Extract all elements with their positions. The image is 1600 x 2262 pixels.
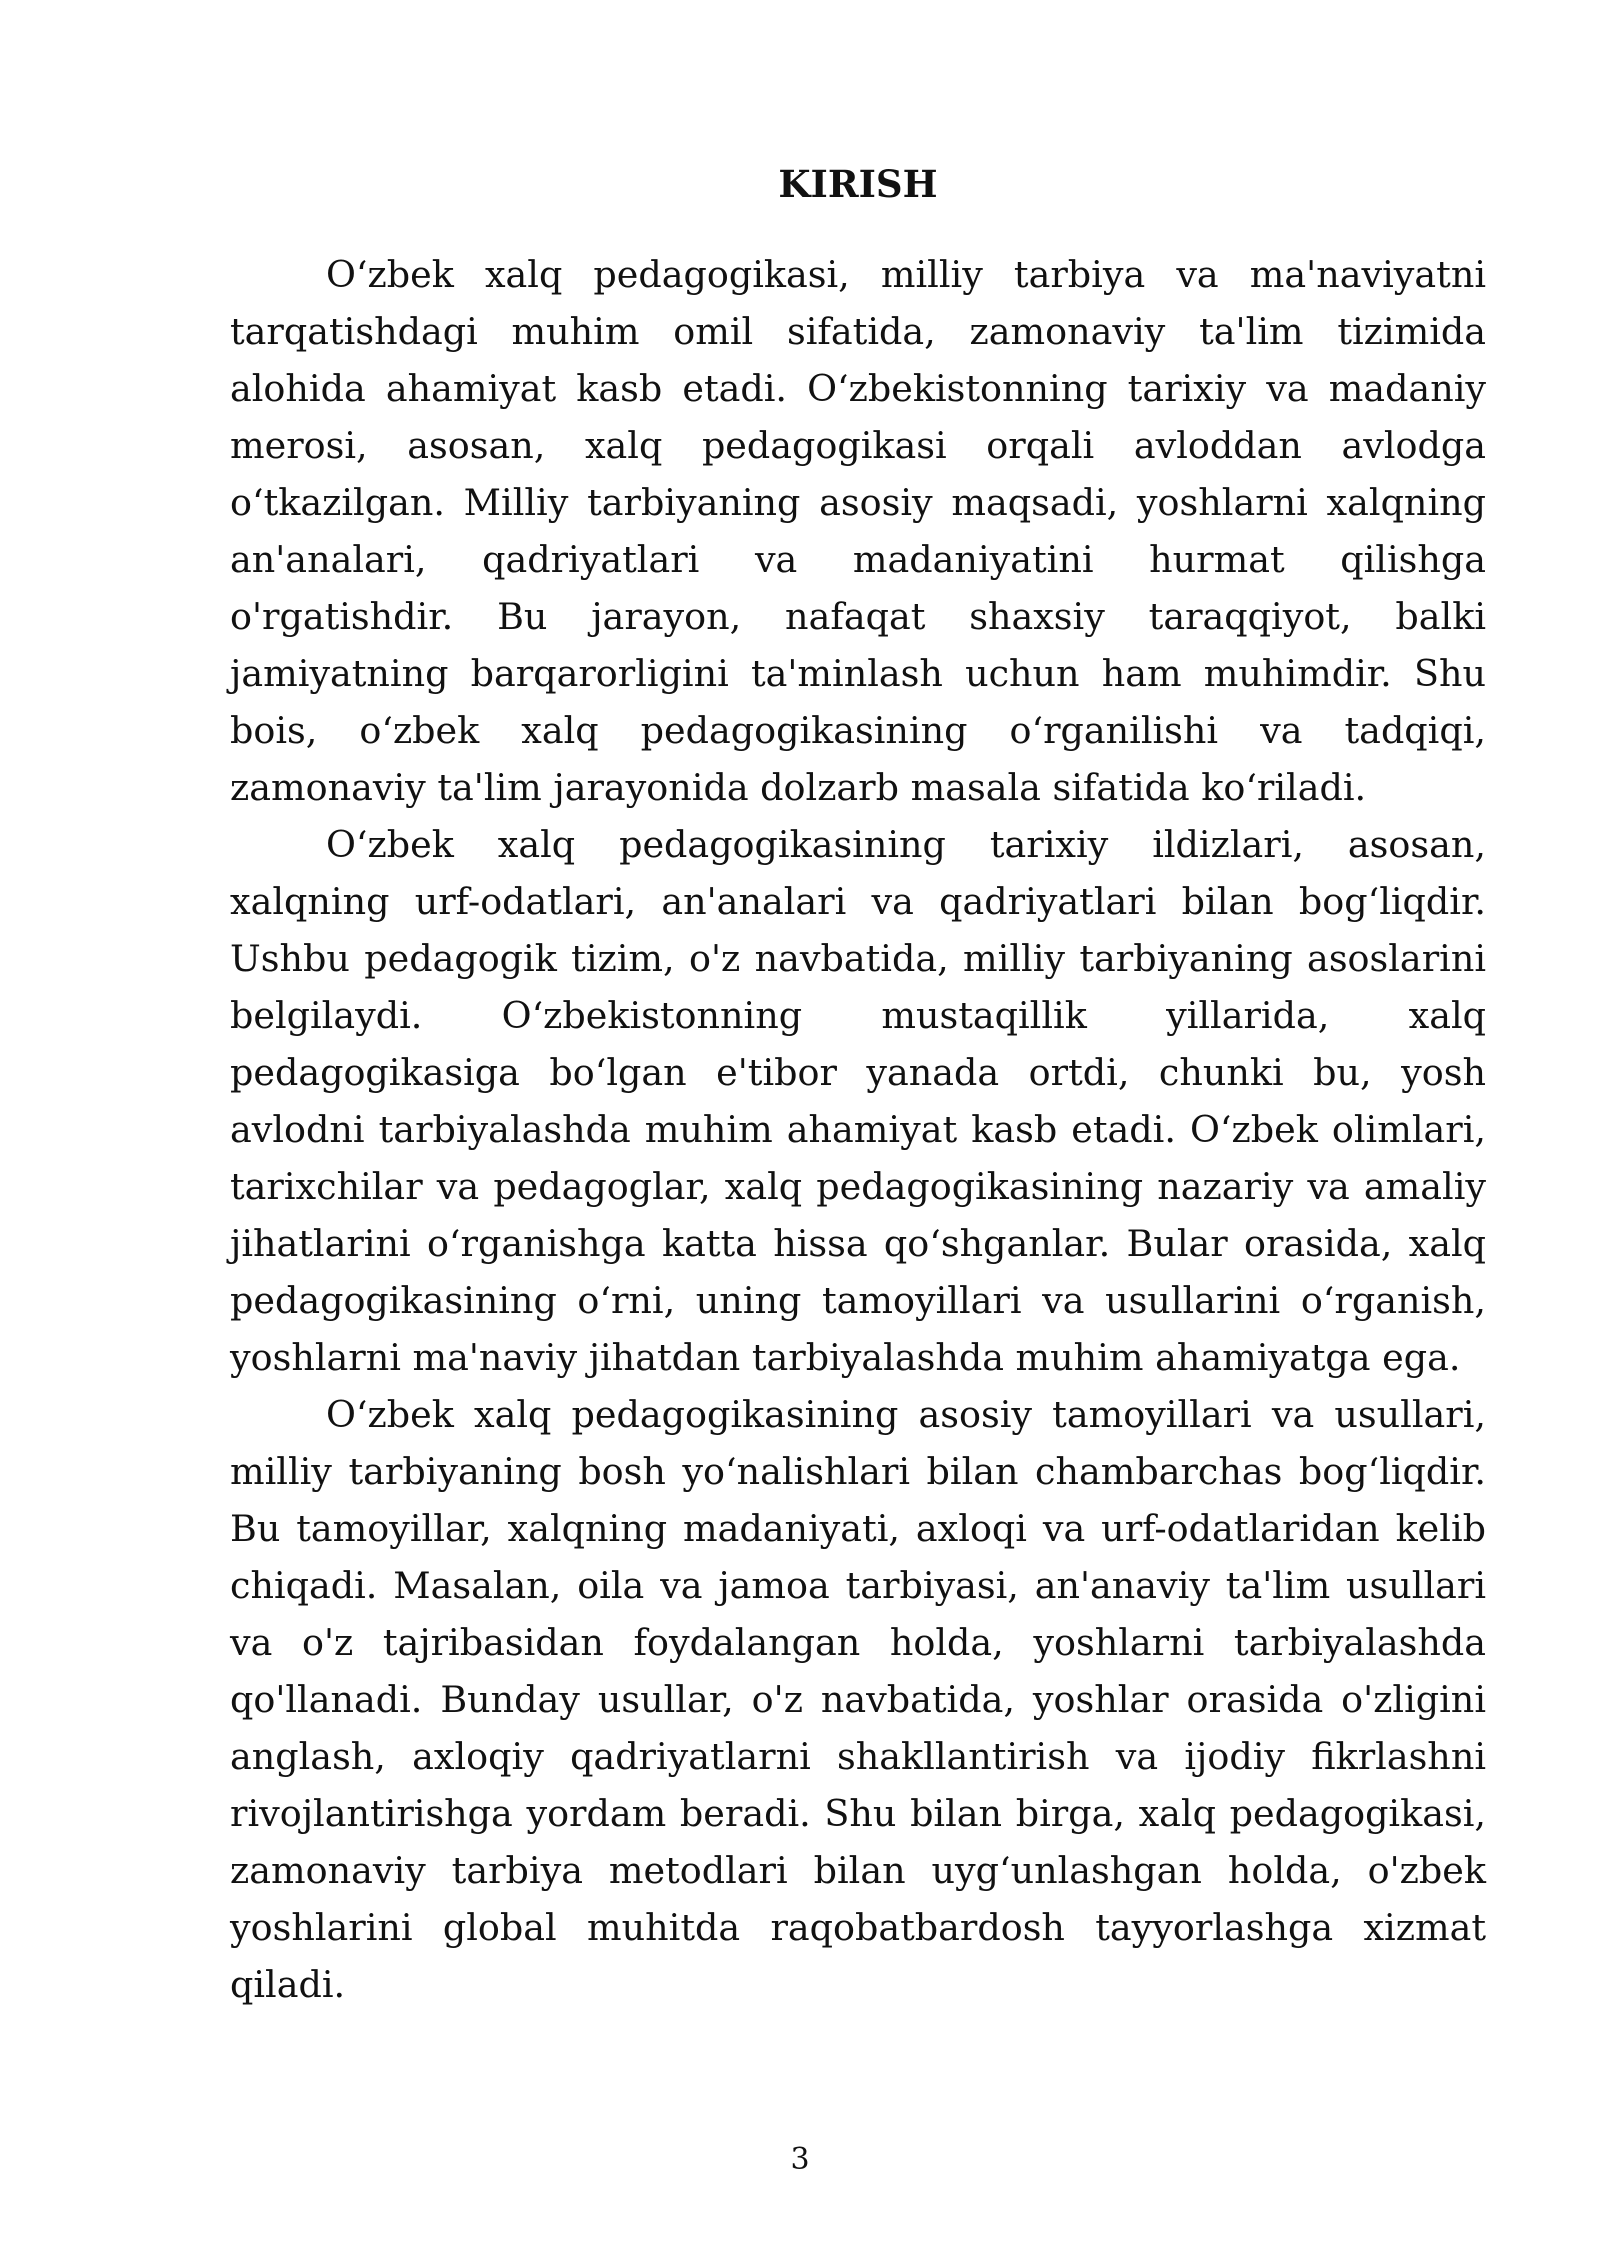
section-heading: KIRISH <box>778 162 938 206</box>
paragraph-1: O‘zbek xalq pedagogikasi, milliy tarbiya va ma'naviyatni tarqatishdagi muhim omil sifatida, zamonaviy ta'lim tizimida alohida ahamiyat kasb etadi. O‘zbekistonning tarixiy va madaniy merosi, asosan, xalq pedagogikasi orqali avloddan avlodga o‘tkazilgan. Milliy tarbiyaning asosiy maqsadi, yoshlarni xalqning an'analari, qadriyatlari va madaniyatini hurmat qilishga o'rgatishdir. Bu jarayon, nafaqat shaxsiy taraqqiyot, balki jamiyatning barqarorligini ta'minlash uchun ham muhimdir. Shu bois, o‘zbek xalq pedagogikasining o‘rganilishi va tadqiqi, zamonaviy ta'lim jarayonida dolzarb masala sifatida ko‘riladi. <box>230 253 1486 809</box>
page-number: 3 <box>790 2142 810 2177</box>
body-text <box>230 246 1486 2013</box>
paragraph-2: O‘zbek xalq pedagogikasining tarixiy ildizlari, asosan, xalqning urf-odatlari, an'analari va qadriyatlari bilan bog‘liqdir. Ushbu pedagogik tizim, o'z navbatida, milliy tarbiyaning asoslarini belgilaydi. O‘zbekistonning mustaqillik yillarida, xalq pedagogikasiga bo‘lgan e'tibor yanada ortdi, chunki bu, yosh avlodni tarbiyalashda muhim ahamiyat kasb etadi. O‘zbek olimlari, tarixchilar va pedagoglar, xalq pedagogikasining nazariy va amaliy jihatlarini o‘rganishga katta hissa qo‘shganlar. Bular orasida, xalq pedagogikasining o‘rni, uning tamoyillari va usullarini o‘rganish, yoshlarni ma'naviy jihatdan tarbiyalashda muhim ahamiyatga ega. <box>230 823 1486 1379</box>
paragraph-3: O‘zbek xalq pedagogikasining asosiy tamoyillari va usullari, milliy tarbiyaning bosh yo‘nalishlari bilan chambarchas bog‘liqdir. Bu tamoyillar, xalqning madaniyati, axloqi va urf-odatlaridan kelib chiqadi. Masalan, oila va jamoa tarbiyasi, an'anaviy ta'lim usullari va o'z tajribasidan foydalangan holda, yoshlarni tarbiyalashda qo'llanadi. Bunday usullar, o'z navbatida, yoshlar orasida o'zligini anglash, axloqiy qadriyatlarni shakllantirish va ijodiy fikrlashni rivojlantirishga yordam beradi. Shu bilan birga, xalq pedagogikasi, zamonaviy tarbiya metodlari bilan uyg‘unlashgan holda, o'zbek yoshlarini global muhitda raqobatbardosh tayyorlashga xizmat qiladi. <box>230 1393 1486 2006</box>
